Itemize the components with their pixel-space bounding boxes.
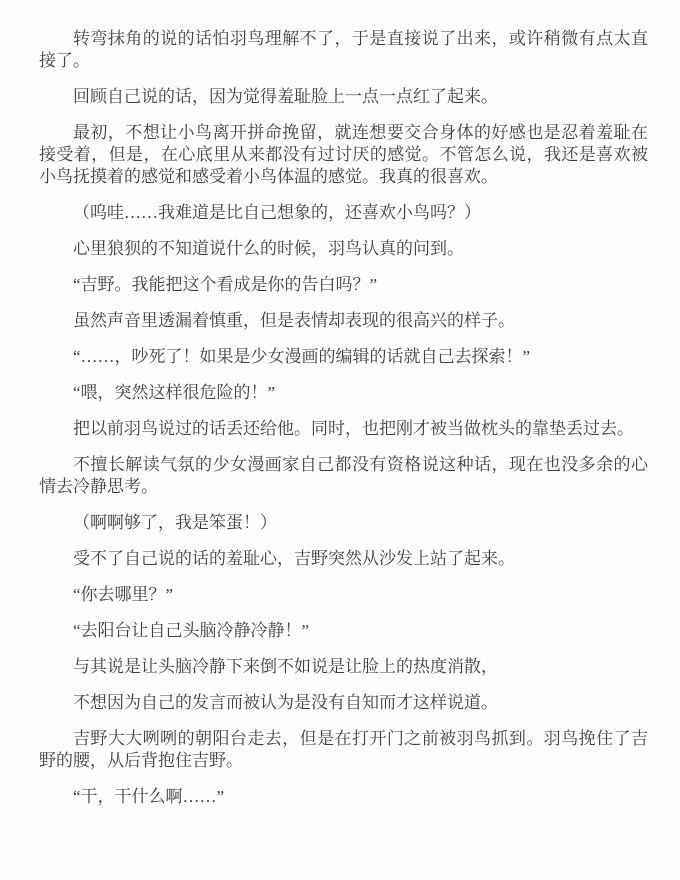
paragraph: “吉野。我能把这个看成是你的告白吗？”: [73, 275, 378, 294]
paragraph: 受不了自己说的话的羞耻心，吉野突然从沙发上站了起来。: [73, 549, 515, 568]
paragraph: 虽然声音里透漏着慎重，但是表情却表现的很高兴的样子。: [73, 311, 515, 330]
paragraph: （呜哇……我难道是比自己想象的，还喜欢小鸟吗？）: [73, 203, 481, 222]
paragraph: 最初，不想让小鸟离开拼命挽留，就连想要交合身体的好感也是忍着羞耻在接受着，但是，在心底里从来都没有过讨厌的感觉。不管怎么说，我还是喜欢被小鸟抚摸着的感觉和感受着小鸟体温的感觉。我真的很喜欢。: [39, 123, 648, 186]
paragraph: 不擅长解读气氛的少女漫画家自己都没有资格说这种话，现在也没多余的心情去冷静思考。: [39, 455, 648, 496]
paragraph: 把以前羽鸟说过的话丢还给他。同时，也把刚才被当做枕头的靠垫丢过去。: [73, 419, 634, 438]
paragraph: 不想因为自己的发言而被认为是没有自知而才这样说道。: [73, 693, 498, 712]
paragraph: 吉野大大咧咧的朝阳台走去，但是在打开门之前被羽鸟抓到。羽鸟挽住了吉野的腰，从后背抱住吉野。: [39, 729, 648, 770]
paragraph: 心里狼狈的不知道说什么的时候，羽鸟认真的问到。: [73, 239, 464, 258]
paragraph: “干，干什么啊……”: [73, 787, 225, 806]
paragraph: “去阳台让自己头脑冷静冷静！”: [73, 621, 310, 640]
paragraph: 转弯抹角的说的话怕羽鸟理解不了，于是直接说了出来，或许稍微有点太直接了。: [39, 29, 648, 70]
paragraph: “你去哪里？”: [73, 585, 174, 604]
paragraph: （啊啊够了，我是笨蛋！）: [73, 513, 277, 532]
paragraph: 回顾自己说的话，因为觉得羞耻脸上一点一点红了起来。: [73, 87, 498, 106]
paragraph: “……，吵死了！如果是少女漫画的编辑的话就自己去探索！”: [73, 347, 531, 366]
paragraph: 与其说是让头脑冷静下来倒不如说是让脸上的热度消散，: [73, 657, 498, 676]
paragraph: “喂，突然这样很危险的！”: [73, 383, 276, 402]
